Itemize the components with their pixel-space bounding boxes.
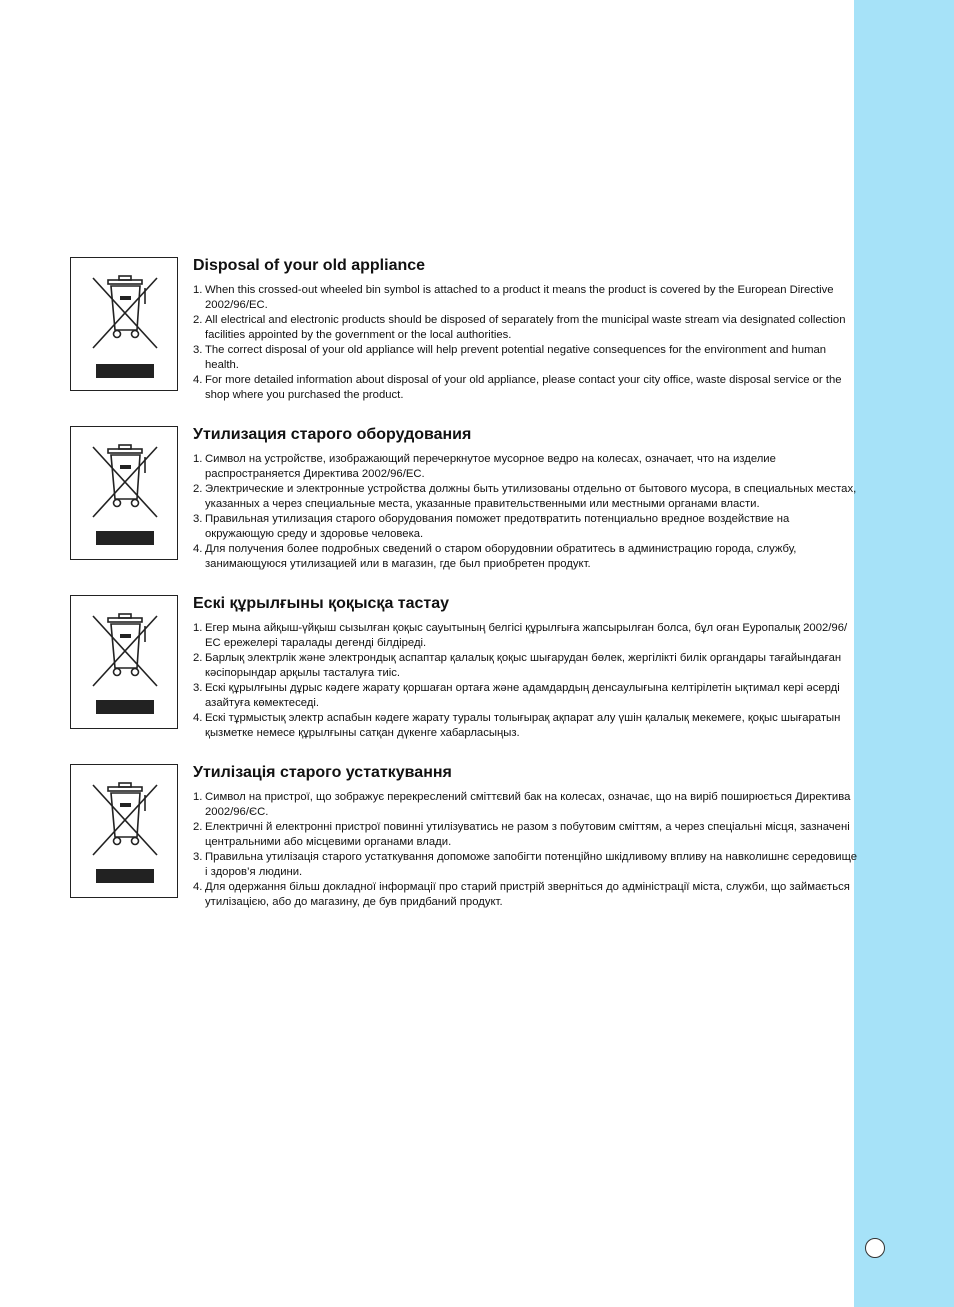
crossed-out-wheeled-bin-icon [71, 596, 179, 730]
section-title: Disposal of your old appliance [193, 257, 426, 274]
list-item: 3. The correct disposal of your old appliance will help prevent potential negative consequences for the environment and human health. [193, 344, 827, 371]
list-item: 2. All electrical and electronic products should be disposed of separately from the municipal waste stream via designated collection facilities appointed by the government or the local authorities. [193, 314, 846, 341]
list-item: 1. When this crossed-out wheeled bin symbol is attached to a product it means the product is covered by the European Directive 2002/96/EC. [193, 284, 834, 311]
list-item: 3. Правильная утилизация старого оборудования поможет предотвратить потенциально вредное воздействие на окружающую среду и здоровье человека. [193, 513, 790, 540]
section-text [193, 257, 858, 403]
list-item: 2. Електричні й електронні пристрої повинні утилізуватись не разом з побутовим сміттям, а через спеціальні місця, зазначені центральними або місцевими органами влади. [193, 821, 850, 848]
item-list [193, 283, 858, 403]
crossed-out-wheeled-bin-icon [71, 427, 179, 561]
crossed-out-wheeled-bin-icon [71, 258, 179, 392]
section-text [193, 426, 858, 572]
page-marker-circle [865, 1238, 885, 1258]
list-item: 2. Электрические и электронные устройства должны быть утилизованы отдельно от бытового мусора, в специальных местах, указанных а через специальные места, указанные правительственными или местными органами власти. [193, 483, 857, 510]
item-list [193, 621, 858, 741]
item-list [193, 790, 858, 910]
list-item: 3. Правильна утилізація старого устаткування допоможе запобігти потенційно шкідливому впливу на навколишнє середовище і здоров’я людини. [193, 851, 858, 878]
list-item: 4. Ескі тұрмыстық электр аспабын кәдеге жарату туралы толығырақ ақпарат алу үшін қалалық мекемеге, қоқыс шығаратын қызметке немесе құрылғыны сатқан дүкенге хабарласыңыз. [193, 712, 841, 739]
section-title: Утилізація старого устаткування [193, 764, 452, 781]
weee-symbol-box [70, 257, 178, 391]
list-item: 4. Для получения более подробных сведений о старом оборудовнии обратитесь в администрацию города, службу, занимающуюся утилизацией или в магазин, где был приобретен продукт. [193, 543, 797, 570]
weee-symbol-box [70, 764, 178, 898]
section-text [193, 764, 858, 910]
section-title: Утилизация старого оборудования [193, 426, 472, 443]
list-item: 4. Для одержання більш докладної інформації про старий пристрій зверніться до адміністрації міста, служби, що займається утилізацією, або до магазину, де був придбаний продукт. [193, 881, 850, 908]
item-list [193, 452, 858, 572]
section-text [193, 595, 858, 741]
crossed-out-wheeled-bin-icon [71, 765, 179, 899]
weee-symbol-box [70, 595, 178, 729]
list-item: 3. Ескі құрылғыны дұрыс кәдеге жарату қоршаған ортаға және адамдардың денсаулығына келтірілетін ықтимал кері әсерді азайтуға көмектеседі. [193, 682, 840, 709]
weee-symbol-box [70, 426, 178, 560]
list-item: 2. Барлық электрлік және электрондық аспаптар қалалық қоқыс шығарудан бөлек, жергілікті билік органдары тағайындаған кәсіпорындар арқылы тасталуға тиіс. [193, 652, 842, 679]
section-title: Ескі құрылғыны қоқысқа тастау [193, 595, 450, 612]
list-item: 1. Символ на пристрої, що зображує перекреслений сміттєвий бак на колесах, означає, що на виріб поширюється Директива 2002/96/ЄС. [193, 791, 851, 818]
side-color-bar [854, 0, 954, 1307]
list-item: 4. For more detailed information about disposal of your old appliance, please contact your city office, waste disposal service or the shop where you purchased the product. [193, 374, 842, 401]
list-item: 1. Егер мына айқыш-үйқыш сызылған қоқыс сауытының белгісі құрылғыға жапсырылған болса, бұл оған Еуропалық 2002/96/ЕС ережелері таралады дегенді білдіреді. [193, 622, 848, 649]
list-item: 1. Символ на устройстве, изображающий перечеркнутое мусорное ведро на колесах, означает, что на изделие распространяется Директива 2002/96/EC. [193, 453, 776, 480]
